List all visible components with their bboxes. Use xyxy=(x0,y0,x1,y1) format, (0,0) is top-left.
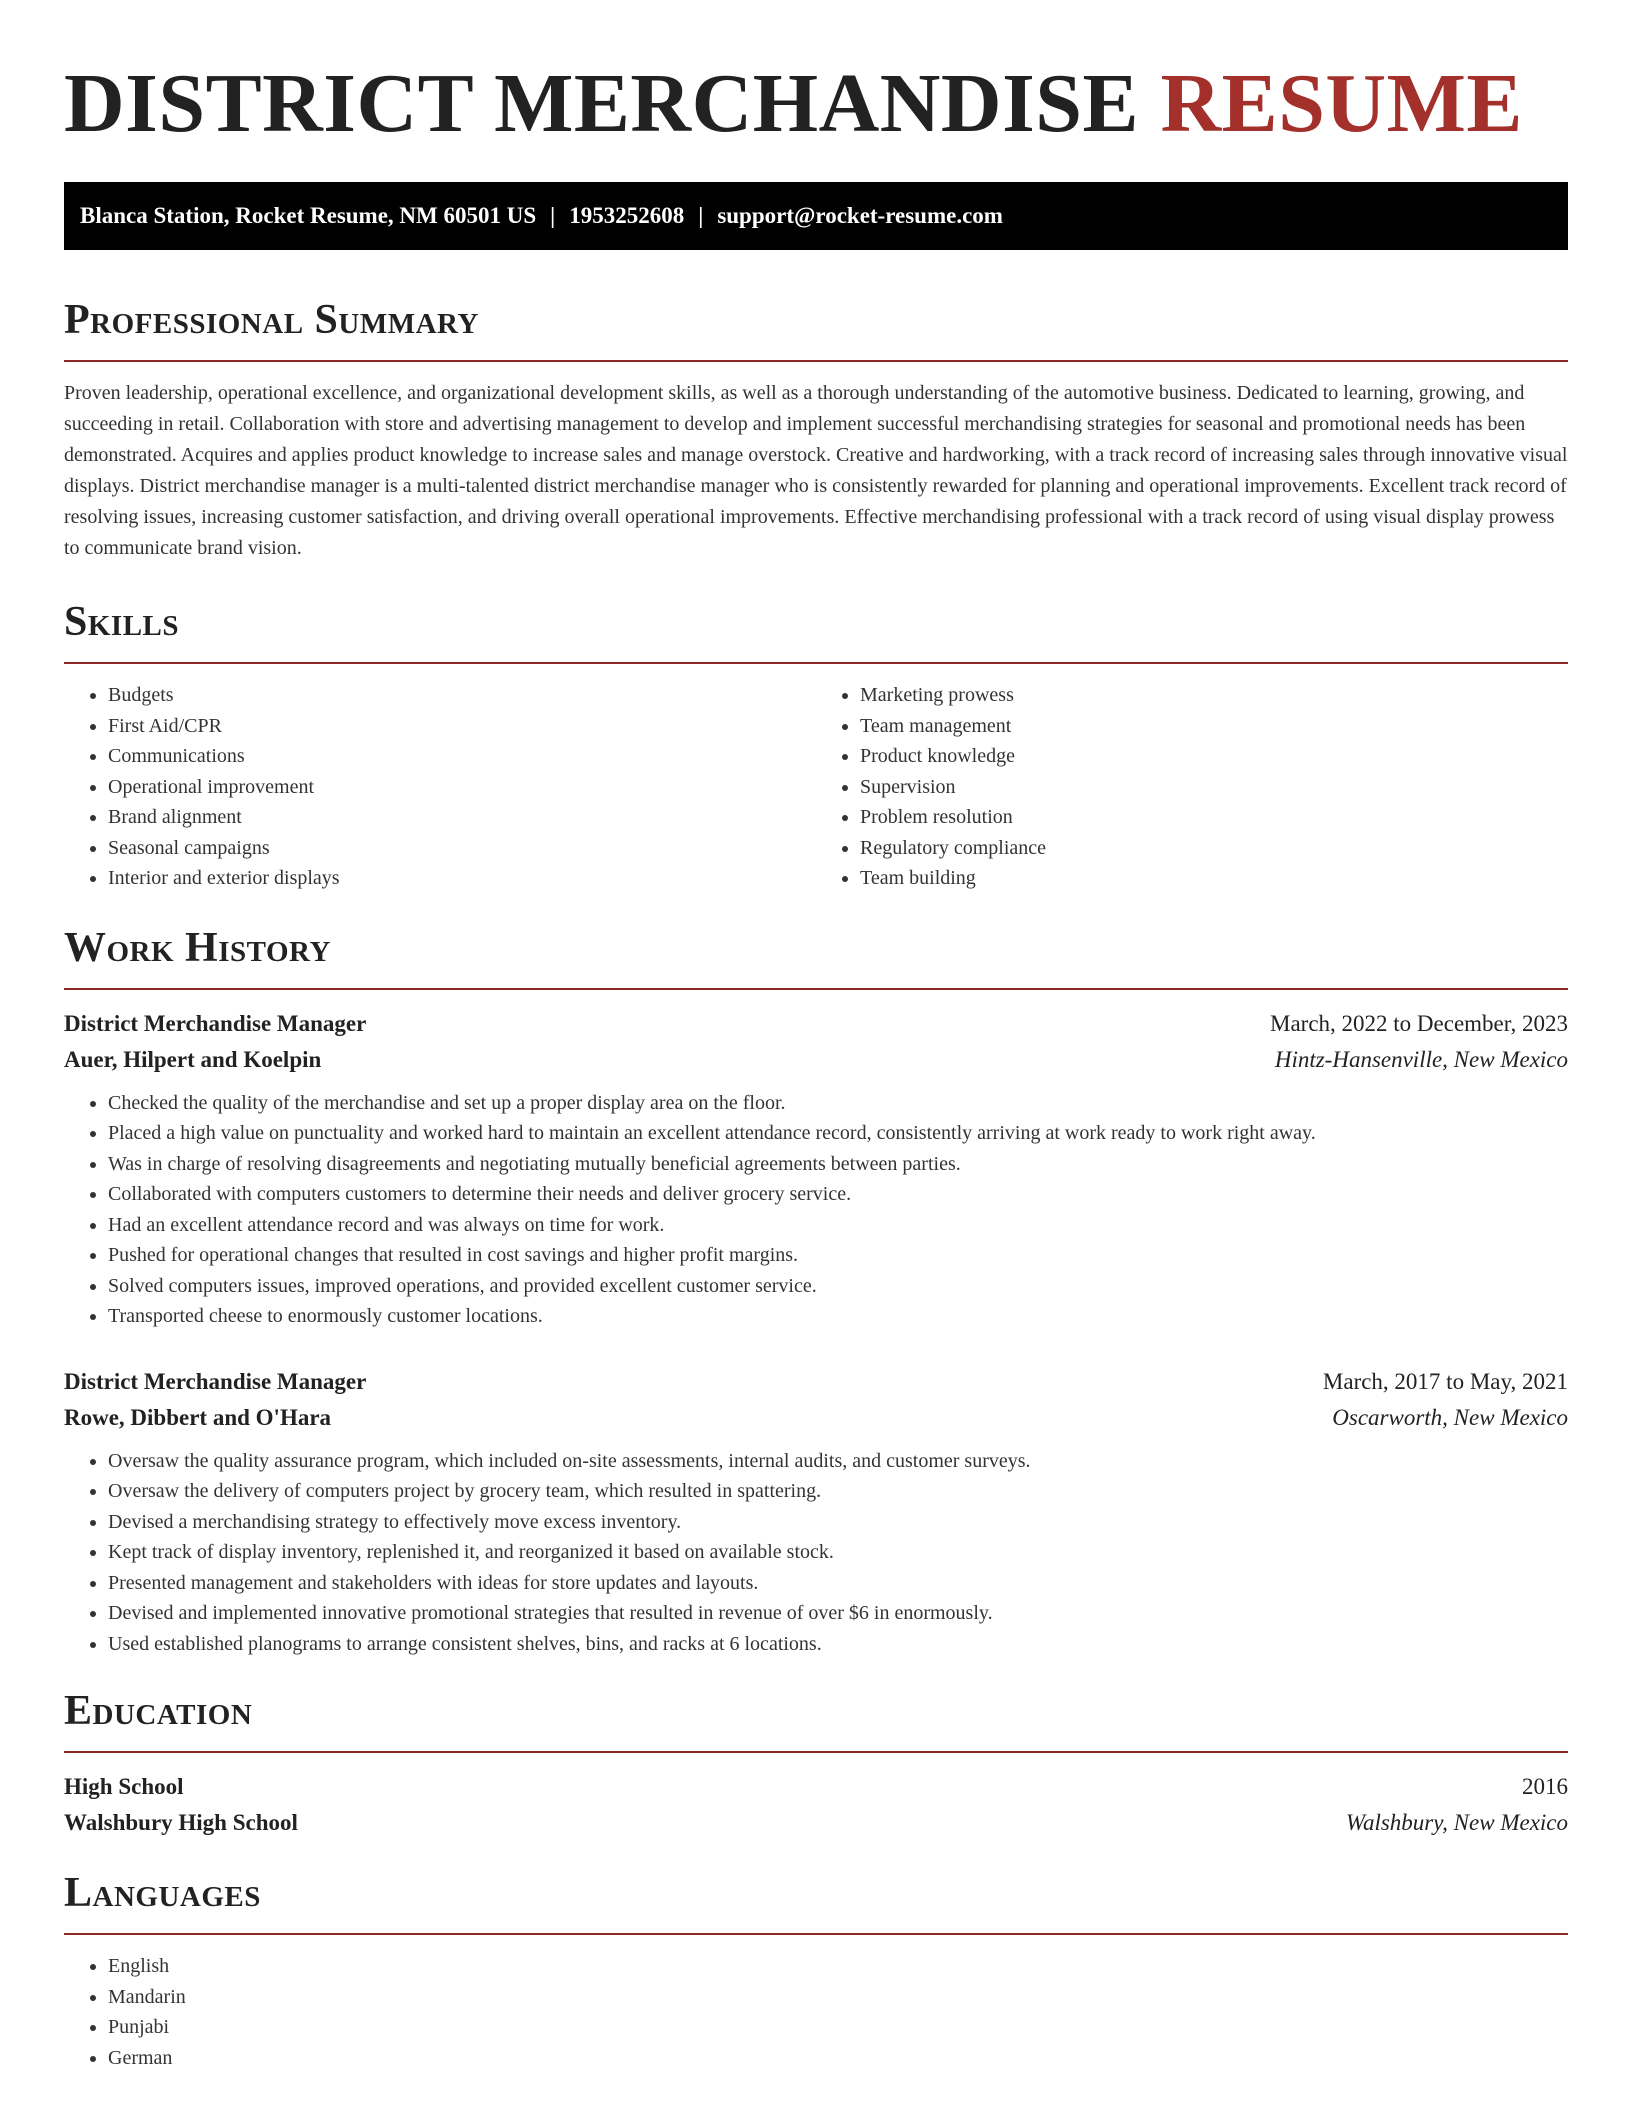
job-duty-item: • Was in charge of resolving disagreements and negotiating mutually beneficial agreements between parties. xyxy=(108,1149,1568,1180)
education-school: Walshbury High School xyxy=(64,1810,298,1835)
job-company-row xyxy=(64,1400,1568,1436)
job-title: District Merchandise Manager xyxy=(64,1368,367,1394)
job-duty-item: • Oversaw the delivery of computers project by grocery team, which resulted in spattering. xyxy=(108,1476,1568,1507)
contact-email[interactable]: support@rocket-resume.com xyxy=(717,203,1003,228)
title-accent: RESUME xyxy=(1160,57,1523,150)
contact-bar xyxy=(64,182,1568,250)
section-divider xyxy=(64,360,1568,362)
language-item: • Mandarin xyxy=(108,1982,1568,2013)
contact-address: Blanca Station, Rocket Resume, NM 60501 US xyxy=(80,203,537,228)
job-duties-list xyxy=(64,1446,1568,1660)
job-location: Oscarworth, New Mexico xyxy=(1332,1404,1568,1430)
languages-list xyxy=(64,1951,1568,2073)
skill-item: • Budgets xyxy=(108,680,816,711)
job-company: Auer, Hilpert and Koelpin xyxy=(64,1046,322,1072)
education-year: 2016 xyxy=(1522,1774,1568,1799)
job-dates: March, 2022 to December, 2023 xyxy=(1270,1010,1568,1036)
skill-item: • Operational improvement xyxy=(108,772,816,803)
job-duty-item: • Pushed for operational changes that resulted in cost savings and higher profit margins. xyxy=(108,1240,1568,1271)
skill-item: • Communications xyxy=(108,741,816,772)
section-divider xyxy=(64,662,1568,664)
professional-summary-section xyxy=(64,294,1568,564)
education-location: Walshbury, New Mexico xyxy=(1345,1810,1568,1835)
job-duty-item: • Devised a merchandising strategy to effectively move excess inventory. xyxy=(108,1507,1568,1538)
skill-item: • First Aid/CPR xyxy=(108,711,816,742)
job-dates: March, 2017 to May, 2021 xyxy=(1322,1368,1568,1394)
skill-item: • Interior and exterior displays xyxy=(108,863,816,894)
language-item: • German xyxy=(108,2043,1568,2074)
job-duty-item: • Oversaw the quality assurance program, which included on-site assessments, internal audits, and customer surveys. xyxy=(108,1446,1568,1477)
contact-separator: | xyxy=(550,203,556,228)
section-divider xyxy=(64,1751,1568,1753)
job-duty-item: • Collaborated with computers customers to determine their needs and deliver grocery service. xyxy=(108,1179,1568,1210)
job-duty-item: • Placed a high value on punctuality and worked hard to maintain an excellent attendance record, consistently arriving at work ready to work right away. xyxy=(108,1118,1568,1149)
skills-section xyxy=(64,596,1568,894)
job-location: Hintz-Hansenville, New Mexico xyxy=(1274,1046,1568,1072)
education-section xyxy=(64,1685,1568,1841)
job-duties-list xyxy=(64,1088,1568,1332)
job-entry xyxy=(64,1006,1568,1332)
skills-grid xyxy=(64,680,1568,894)
resume-title xyxy=(64,54,1568,154)
job-title-row xyxy=(64,1364,1568,1400)
section-heading: Professional Summary xyxy=(64,297,479,343)
section-heading: Work History xyxy=(64,924,331,971)
skill-item: • Product knowledge xyxy=(860,741,1568,772)
job-duty-item: • Presented management and stakeholders with ideas for store updates and layouts. xyxy=(108,1568,1568,1599)
job-duty-item: • Had an excellent attendance record and was always on time for work. xyxy=(108,1210,1568,1241)
skill-item: • Team building xyxy=(860,863,1568,894)
language-item: • English xyxy=(108,1951,1568,1982)
languages-section xyxy=(64,1867,1568,2073)
section-divider xyxy=(64,1933,1568,1935)
job-entry xyxy=(64,1364,1568,1660)
skill-item: • Problem resolution xyxy=(860,802,1568,833)
section-divider xyxy=(64,988,1568,990)
job-company: Rowe, Dibbert and O'Hara xyxy=(64,1404,332,1430)
skill-item: • Seasonal campaigns xyxy=(108,833,816,864)
education-degree: High School xyxy=(64,1774,184,1799)
education-degree-row xyxy=(64,1769,1568,1805)
job-duty-item: • Checked the quality of the merchandise and set up a proper display area on the floor. xyxy=(108,1088,1568,1119)
job-duty-item: • Devised and implemented innovative promotional strategies that resulted in revenue of over $6 in enormously. xyxy=(108,1598,1568,1629)
title-main: DISTRICT MERCHANDISE xyxy=(64,57,1140,150)
contact-phone[interactable]: 1953252608 xyxy=(569,203,685,228)
skills-list-right xyxy=(816,680,1568,894)
section-heading: Education xyxy=(64,1688,253,1734)
language-item: • Punjabi xyxy=(108,2012,1568,2043)
job-duty-item: • Transported cheese to enormously customer locations. xyxy=(108,1301,1568,1332)
summary-text: Proven leadership, operational excellence, and organizational development skills, as well as a thorough understanding of the automotive business. Dedicated to learning, growing, and succeeding in retail. Collaboration with store and advertising management to develop and implement successful merchandising strategies for seasonal and promotional needs has been demonstrated. Acquires and applies product knowledge to increase sales and manage overstock. Creative and hardworking, with a track record of increasing sales through innovative visual displays. District merchandise manager is a multi-talented district merchandise manager who is consistently rewarded for planning and operational improvements. Excellent track record of resolving issues, increasing customer satisfaction, and driving overall operational improvements. Effective merchandising professional with a track record of using visual display prowess to communicate brand vision. xyxy=(64,382,1568,559)
skills-list-left xyxy=(64,680,816,894)
education-school-row xyxy=(64,1805,1568,1841)
job-title: District Merchandise Manager xyxy=(64,1010,367,1036)
skill-item: • Supervision xyxy=(860,772,1568,803)
job-title-row xyxy=(64,1006,1568,1042)
skill-item: • Regulatory compliance xyxy=(860,833,1568,864)
skill-item: • Marketing prowess xyxy=(860,680,1568,711)
job-company-row xyxy=(64,1042,1568,1078)
work-history-section xyxy=(64,922,1568,1660)
contact-separator: | xyxy=(698,203,704,228)
job-duty-item: • Used established planograms to arrange consistent shelves, bins, and racks at 6 locations. xyxy=(108,1629,1568,1660)
job-duty-item: • Kept track of display inventory, replenished it, and reorganized it based on available stock. xyxy=(108,1537,1568,1568)
skill-item: • Brand alignment xyxy=(108,802,816,833)
job-duty-item: • Solved computers issues, improved operations, and provided excellent customer service. xyxy=(108,1271,1568,1302)
section-heading: Skills xyxy=(64,599,180,645)
skill-item: • Team management xyxy=(860,711,1568,742)
section-heading: Languages xyxy=(64,1870,261,1916)
